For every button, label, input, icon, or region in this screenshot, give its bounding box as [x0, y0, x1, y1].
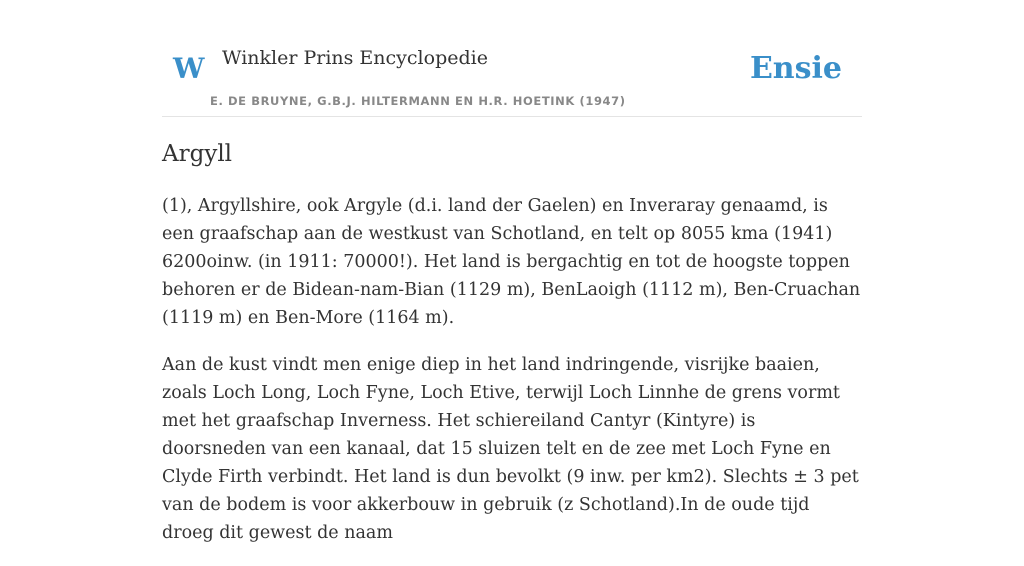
- publication-title[interactable]: Winkler Prins Encyclopedie: [222, 47, 488, 69]
- entry-paragraph: (1), Argyllshire, ook Argyle (d.i. land der Gaelen) en Inveraray genaamd, is een graafschap aan de westkust van Schotland, en telt op 8055 kma (1941) 6200oinw. (in 1911: 70000!). Het land is bergachtig en tot de hoogste toppen behoren er de Bidean-nam-Bian (1129 m), BenLaoigh (1112 m), Ben-Cruachan (1119 m) en Ben-More (1164 m).: [162, 196, 861, 328]
- publication-authors: E. DE BRUYNE, G.B.J. HILTERMANN EN H.R. HOETINK (1947): [210, 94, 626, 108]
- entry-paragraph: Aan de kust vindt men enige diep in het land indringende, visrijke baaien, zoals Loch Long, Loch Fyne, Loch Etive, terwijl Loch Linnhe de grens vormt met het graafschap Inverness. Het schiereiland Cantyr (Kintyre) is doorsneden van een kanaal, dat 15 sluizen telt en de zee met Loch Fyne en Clyde Firth verbindt. Het land is dun bevolkt (9 inw. per km2). Slechts ± 3 pet van de bodem is voor akkerbouw in gebruik (z Schotland).In de oude tijd droeg dit gewest de naam: [162, 355, 859, 543]
- entry-body: [162, 192, 862, 566]
- site-header: [162, 0, 862, 117]
- brand-logo-link[interactable]: Ensie: [749, 51, 842, 86]
- entry-title: Argyll: [162, 141, 233, 167]
- publication-logo[interactable]: W: [173, 52, 205, 85]
